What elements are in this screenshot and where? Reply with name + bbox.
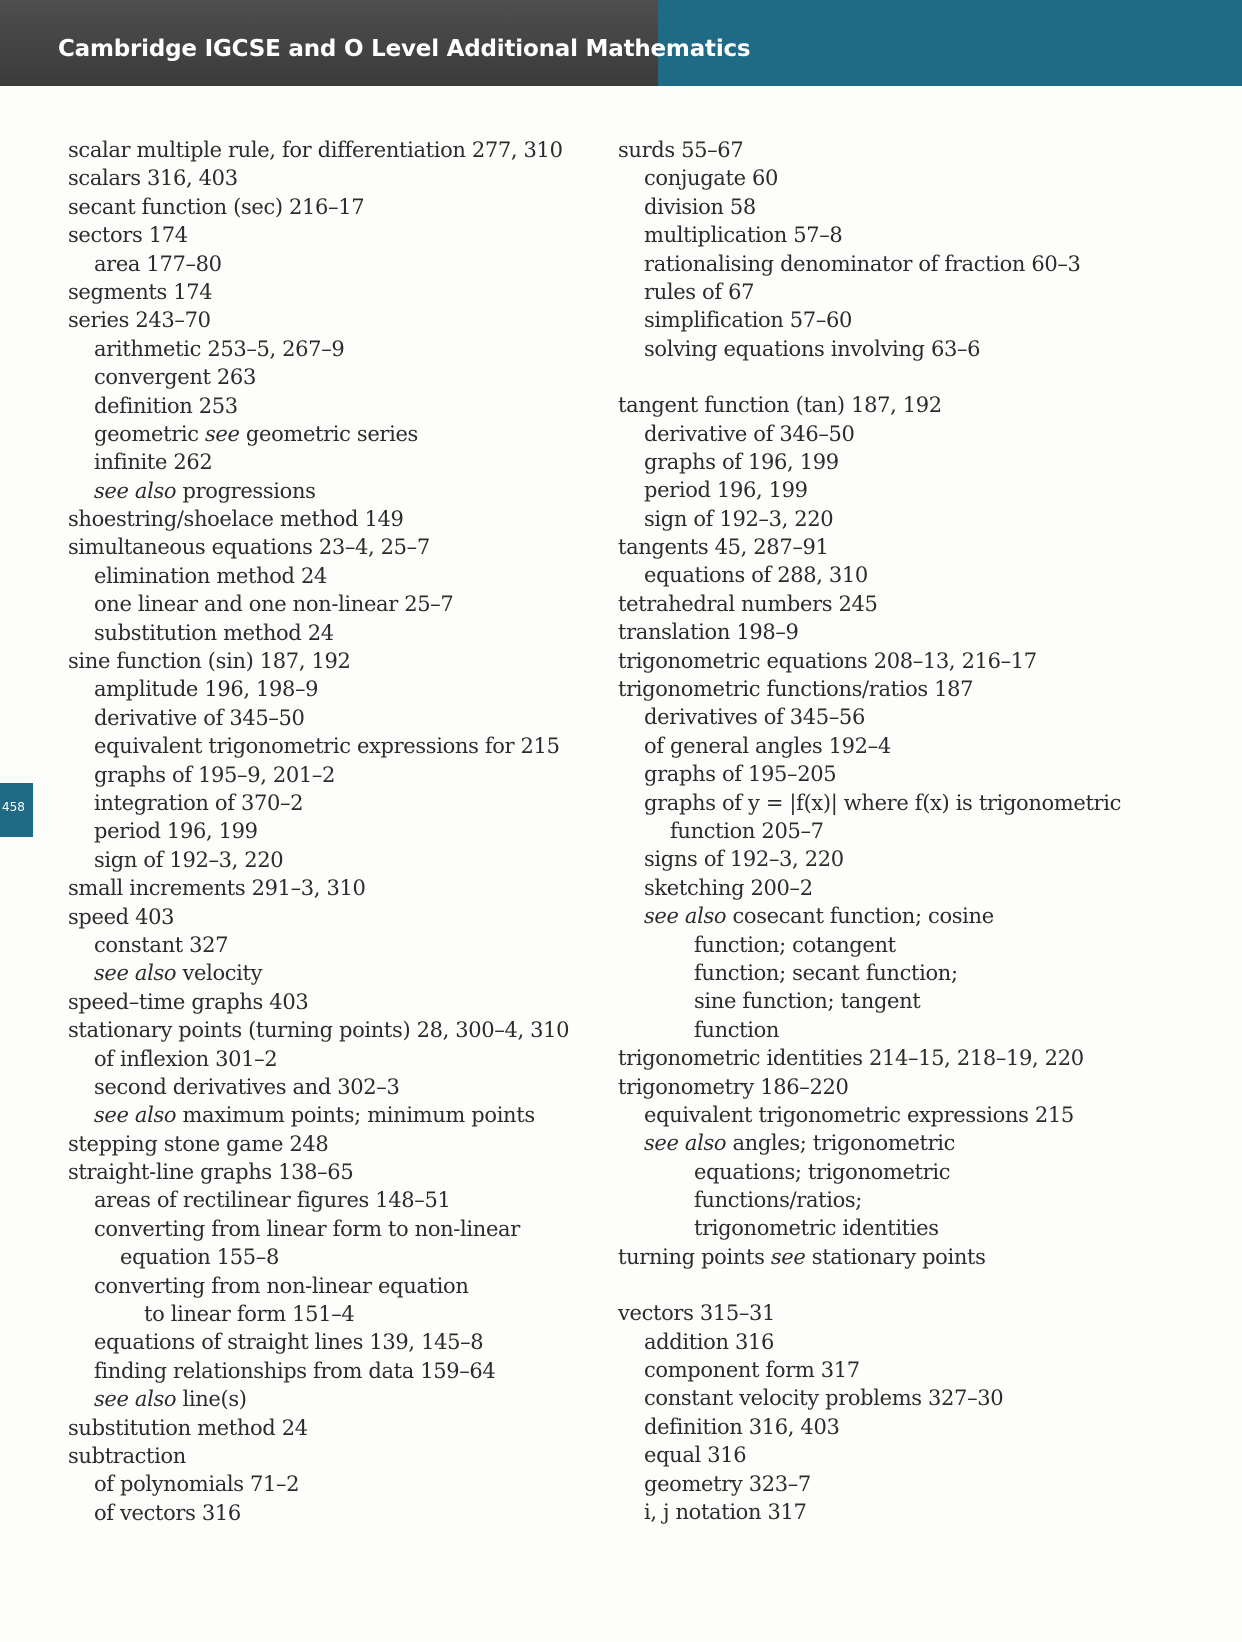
index-entry: derivative of 346–50	[644, 421, 855, 446]
index-entry: constant velocity problems 327–30	[644, 1386, 1004, 1411]
index-entry: division 58	[644, 194, 756, 219]
index-entry: speed 403	[68, 904, 175, 929]
index-entry: stationary points (turning points) 28, 300–4, 310	[68, 1018, 570, 1043]
index-group-gap	[618, 363, 1238, 391]
page-header	[0, 0, 1242, 86]
cross-reference-target: maximum points; minimum points	[176, 1103, 535, 1128]
index-entry: period 196, 199	[644, 478, 808, 503]
cross-reference-target: cosecant function; cosine	[726, 904, 994, 929]
entry-text: turning points	[618, 1244, 771, 1269]
index-entry: substitution method 24	[68, 1415, 308, 1440]
index-entry	[68, 477, 608, 505]
index-entry: simultaneous equations 23–4, 25–7	[68, 535, 430, 560]
index-entry: derivatives of 345–56	[644, 705, 865, 730]
index-entry: solving equations involving 63–6	[644, 336, 981, 361]
index-entry: simplification 57–60	[644, 308, 852, 333]
index-entry: sign of 192–3, 220	[644, 506, 834, 531]
index-entry	[68, 1385, 608, 1413]
index-entry: graphs of y = |f(x)| where f(x) is trigonometric	[644, 790, 1122, 815]
cross-reference-target: angles; trigonometric	[726, 1131, 956, 1156]
index-entry: function; cotangent	[694, 932, 896, 957]
index-entry: to linear form 151–4	[144, 1302, 355, 1327]
index-entry: functions/ratios;	[694, 1188, 863, 1213]
cross-reference-term: see also	[644, 904, 727, 929]
index-entry: period 196, 199	[94, 819, 258, 844]
cross-reference-term: see also	[644, 1131, 727, 1156]
index-entry: component form 317	[644, 1358, 860, 1383]
index-entry: stepping stone game 248	[68, 1131, 329, 1156]
index-entry: sectors 174	[68, 223, 188, 248]
index-entry: function	[694, 1017, 780, 1042]
index-entry: sign of 192–3, 220	[94, 847, 284, 872]
index-group-gap	[618, 1271, 1238, 1299]
index-entry	[618, 902, 1238, 930]
cross-reference-target: progressions	[176, 478, 316, 503]
index-entry: converting from non-linear equation	[94, 1273, 469, 1298]
index-entry: derivative of 345–50	[94, 705, 305, 730]
index-entry: trigonometry 186–220	[618, 1074, 849, 1099]
index-entry	[618, 1243, 1238, 1271]
index-entry: amplitude 196, 198–9	[94, 677, 319, 702]
index-entry: series 243–70	[68, 308, 211, 333]
cross-reference-target: line(s)	[176, 1387, 247, 1412]
index-entry: secant function (sec) 216–17	[68, 194, 365, 219]
index-entry: function; secant function;	[694, 960, 958, 985]
index-entry: shoestring/shoelace method 149	[68, 507, 404, 532]
index-entry: constant 327	[94, 932, 229, 957]
index-entry: multiplication 57–8	[644, 223, 843, 248]
index-entry	[618, 1129, 1238, 1157]
index-entry: scalars 316, 403	[68, 166, 238, 191]
index-entry: convergent 263	[94, 365, 256, 390]
index-entry	[68, 1101, 608, 1129]
index-entry: definition 253	[94, 393, 238, 418]
book-title: Cambridge IGCSE and O Level Additional Mathematics	[58, 36, 751, 62]
index-entry: trigonometric identities 214–15, 218–19, 220	[618, 1046, 1084, 1071]
index-entry: definition 316, 403	[644, 1414, 840, 1439]
index-entry: surds 55–67	[618, 138, 744, 162]
index-entry: equation 155–8	[120, 1245, 279, 1270]
cross-reference-term: see also	[94, 961, 177, 986]
cross-reference-target: velocity	[176, 961, 263, 986]
index-entry: tangent function (tan) 187, 192	[618, 393, 942, 418]
index-entry: integration of 370–2	[94, 790, 304, 815]
index-entry: equivalent trigonometric expressions 215	[644, 1102, 1074, 1127]
index-entry: sketching 200–2	[644, 875, 813, 900]
index-entry: equivalent trigonometric expressions for 215	[94, 734, 560, 759]
index-entry: sine function; tangent	[694, 989, 921, 1014]
index-entry: equations of 288, 310	[644, 563, 868, 588]
index-entry: graphs of 195–9, 201–2	[94, 762, 336, 787]
index-entry: of inflexion 301–2	[94, 1046, 278, 1071]
entry-text: geometric	[94, 421, 205, 446]
index-entry: translation 198–9	[618, 620, 799, 645]
index-entry: graphs of 196, 199	[644, 449, 839, 474]
index-entry: i, j notation 317	[644, 1499, 807, 1524]
index-entry: of general angles 192–4	[644, 733, 891, 758]
index-entry: equations of straight lines 139, 145–8	[94, 1330, 484, 1355]
index-entry: vectors 315–31	[618, 1301, 776, 1326]
index-entry: signs of 192–3, 220	[644, 847, 844, 872]
index-entry: one linear and one non-linear 25–7	[94, 592, 454, 617]
index-entry: sine function (sin) 187, 192	[68, 649, 351, 674]
index-entry: infinite 262	[94, 450, 213, 475]
index-entry	[68, 959, 608, 987]
cross-reference-term: see	[770, 1244, 806, 1269]
index-entry	[68, 420, 608, 448]
index-entry: segments 174	[68, 279, 213, 304]
index-column-right	[618, 136, 1238, 1526]
page-number: 458	[2, 800, 25, 814]
index-column-left	[68, 136, 608, 1527]
index-entry: scalar multiple rule, for differentiation 277, 310	[68, 138, 563, 162]
index-entry: area 177–80	[94, 251, 222, 276]
index-entry: elimination method 24	[94, 563, 327, 588]
index-entry: areas of rectilinear figures 148–51	[94, 1188, 451, 1213]
index-entry: finding relationships from data 159–64	[94, 1358, 496, 1383]
index-entry: of vectors 316	[94, 1500, 241, 1525]
cross-reference-term: see	[205, 421, 240, 446]
index-entry: small increments 291–3, 310	[68, 876, 366, 901]
cross-reference-term: see also	[94, 1103, 177, 1128]
index-entry: tangents 45, 287–91	[618, 535, 829, 560]
index-entry: addition 316	[644, 1329, 775, 1354]
index-entry: rationalising denominator of fraction 60–3	[644, 251, 1081, 276]
index-entry: of polynomials 71–2	[94, 1472, 300, 1497]
index-entry: geometry 323–7	[644, 1471, 811, 1496]
index-entry: function 205–7	[670, 818, 824, 843]
cross-reference-target: geometric series	[239, 421, 418, 446]
index-entry: substitution method 24	[94, 620, 334, 645]
index-entry: trigonometric functions/ratios 187	[618, 677, 974, 702]
index-entry: equal 316	[644, 1443, 747, 1468]
index-entry: straight-line graphs 138–65	[68, 1160, 354, 1185]
index-entry: subtraction	[68, 1443, 186, 1468]
index-entry: rules of 67	[644, 279, 755, 304]
index-entry: second derivatives and 302–3	[94, 1074, 400, 1099]
index-entry: tetrahedral numbers 245	[618, 591, 878, 616]
cross-reference-term: see also	[94, 478, 177, 503]
index-entry: conjugate 60	[644, 166, 778, 191]
index-entry: graphs of 195–205	[644, 762, 837, 787]
index-entry: converting from linear form to non-linear	[94, 1216, 520, 1241]
index-entry: trigonometric identities	[694, 1216, 939, 1241]
index-entry: arithmetic 253–5, 267–9	[94, 336, 345, 361]
cross-reference-target: stationary points	[805, 1244, 986, 1269]
index-entry: speed–time graphs 403	[68, 989, 309, 1014]
cross-reference-term: see also	[94, 1387, 177, 1412]
index-entry: equations; trigonometric	[694, 1159, 951, 1184]
index-entry: trigonometric equations 208–13, 216–17	[618, 648, 1037, 673]
